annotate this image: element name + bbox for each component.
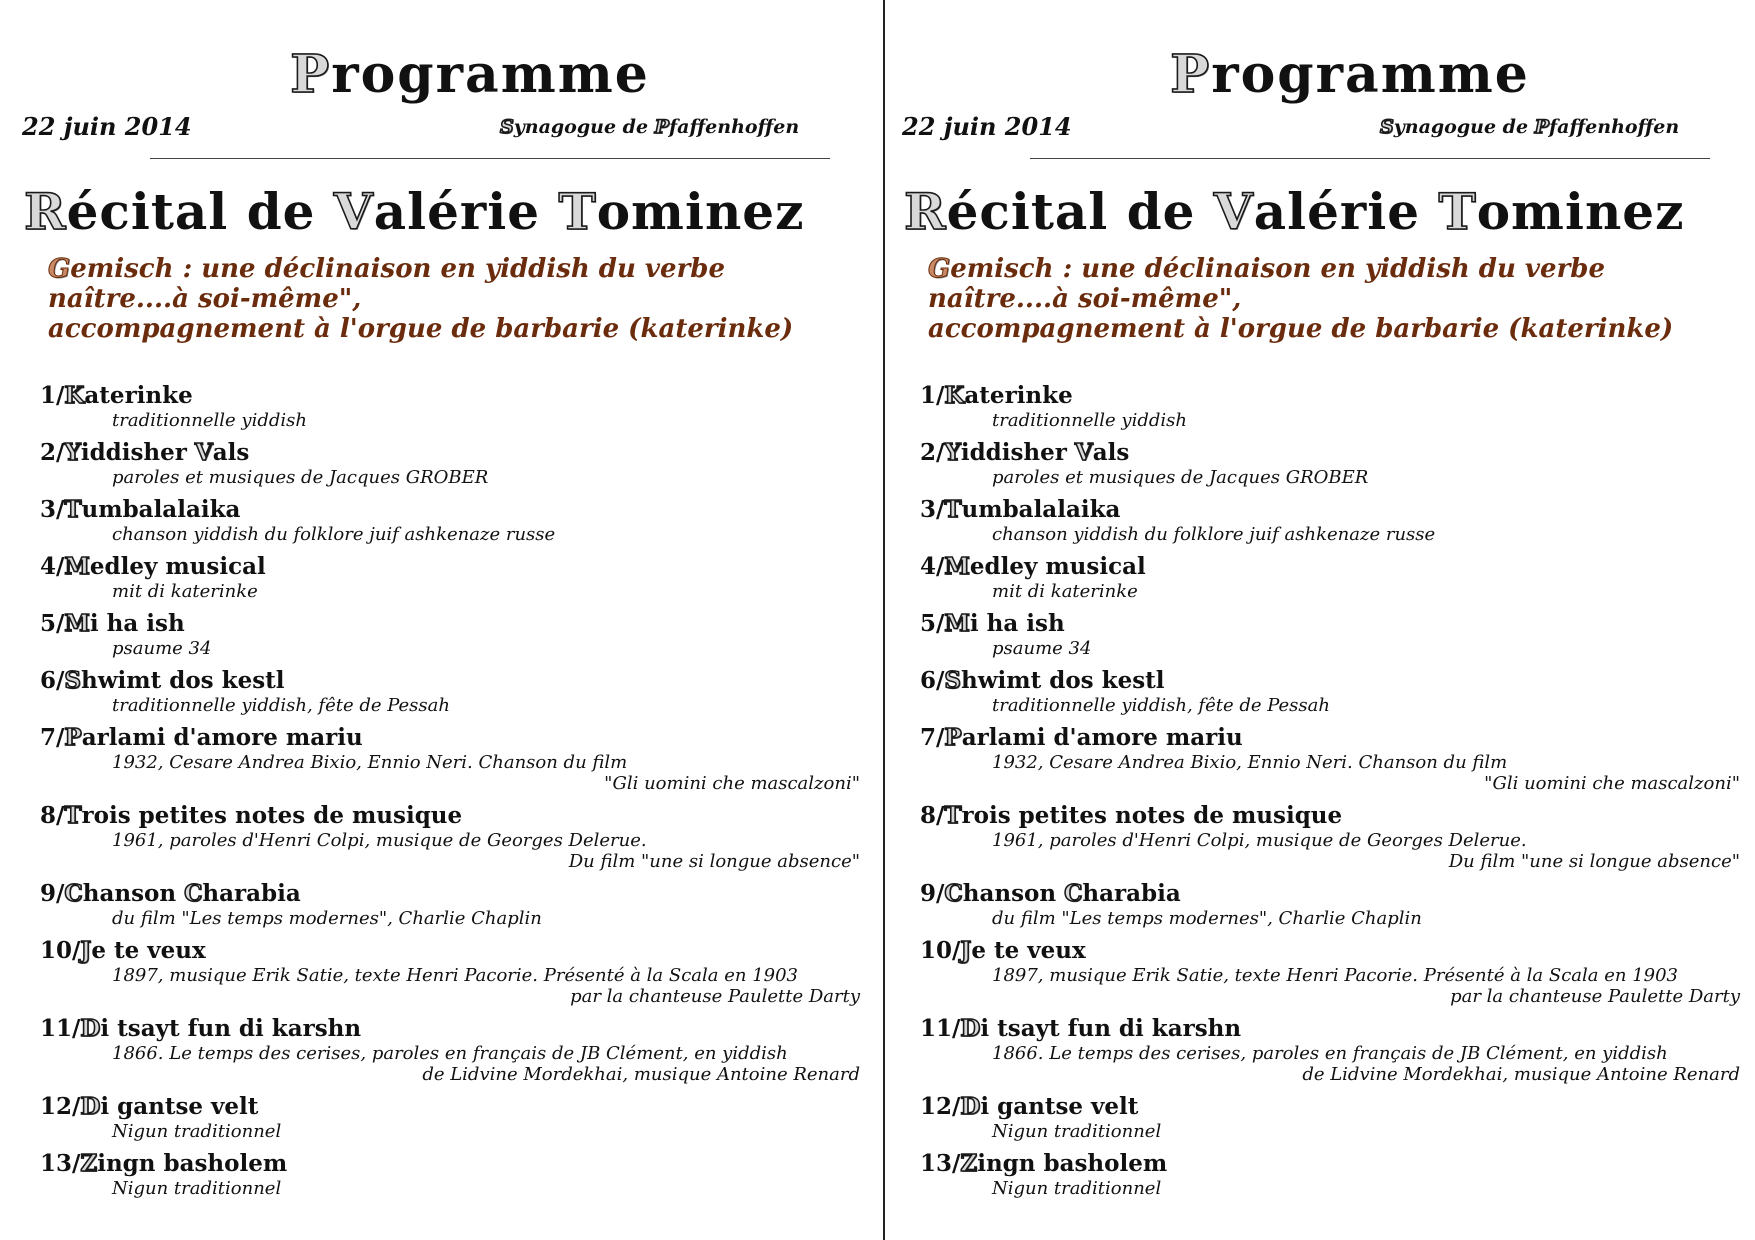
programme-item (40, 1150, 860, 1199)
song-initial: M (64, 610, 90, 637)
song-title (920, 439, 1740, 467)
item-number: 11/ (920, 1015, 961, 1042)
song-initial: J (80, 937, 92, 964)
song-detail: de Lidvine Mordekhai, musique Antoine Renard (1302, 1064, 1740, 1085)
item-number: 7/ (40, 724, 65, 751)
song-title (920, 880, 1740, 908)
song-detail: psaume 34 (112, 638, 212, 659)
song-initial: K (64, 382, 85, 409)
item-number: 10/ (40, 937, 81, 964)
song-title-text: ingn basholem (97, 1150, 288, 1177)
song-detail: du film "Les temps modernes", Charlie Chaplin (992, 908, 1422, 929)
song-initial: T (944, 802, 962, 829)
song-title-text: als (1092, 439, 1130, 466)
programme-list (920, 382, 1740, 1207)
song-initial: V (1074, 439, 1093, 466)
programme-item (920, 667, 1740, 716)
item-number: 13/ (40, 1150, 81, 1177)
venue: Synagogue de Pfaffenhoffen (500, 116, 800, 138)
song-title-text: als (212, 439, 250, 466)
recital-title: Récital de Valérie Tominez (24, 182, 805, 241)
song-title (40, 1150, 860, 1178)
song-title-text: iddisher (80, 439, 187, 466)
song-initial: T (64, 802, 82, 829)
programme-item (40, 553, 860, 602)
song-title (40, 610, 860, 638)
programme-item (920, 1015, 1740, 1085)
song-initial: P (944, 724, 962, 751)
programme-item (40, 937, 860, 1007)
song-title (40, 667, 860, 695)
song-title (40, 1093, 860, 1121)
song-detail: chanson yiddish du folklore juif ashkenaze russe (992, 524, 1436, 545)
item-number: 12/ (920, 1093, 961, 1120)
song-initial: C (184, 880, 203, 907)
item-number: 13/ (920, 1150, 961, 1177)
song-title-text: edley musical (89, 553, 266, 580)
song-title-text: i ha ish (969, 610, 1065, 637)
song-title-text: i gantse velt (100, 1093, 259, 1120)
programme-item (40, 1015, 860, 1085)
recital-subtitle (928, 254, 1673, 344)
song-detail: psaume 34 (992, 638, 1092, 659)
song-title (920, 1015, 1740, 1043)
song-detail: du film "Les temps modernes", Charlie Chaplin (112, 908, 542, 929)
programme-item (40, 724, 860, 794)
item-number: 8/ (920, 802, 945, 829)
item-number: 6/ (40, 667, 65, 694)
programme-item (920, 496, 1740, 545)
song-initial: D (80, 1015, 101, 1042)
song-title-text: hwimt dos kestl (961, 667, 1165, 694)
song-title-text: hwimt dos kestl (81, 667, 285, 694)
song-detail: Du film "une si longue absence" (568, 851, 860, 872)
song-title (920, 667, 1740, 695)
programme-item (920, 724, 1740, 794)
song-title (920, 496, 1740, 524)
song-detail: mit di katerinke (112, 581, 258, 602)
song-detail: de Lidvine Mordekhai, musique Antoine Renard (422, 1064, 860, 1085)
song-detail: "Gli uomini che mascalzoni" (604, 773, 860, 794)
song-initial: J (960, 937, 972, 964)
header-divider (150, 158, 830, 159)
recital-title: Récital de Valérie Tominez (904, 182, 1685, 241)
song-title-text: edley musical (969, 553, 1146, 580)
song-title-text: e te veux (971, 937, 1086, 964)
song-title (40, 1015, 860, 1043)
title-rest: rogramme (1211, 44, 1530, 105)
song-initial: C (1064, 880, 1083, 907)
item-number: 5/ (40, 610, 65, 637)
song-title (40, 880, 860, 908)
song-detail: paroles et musiques de Jacques GROBER (112, 467, 489, 488)
song-detail: Nigun traditionnel (992, 1178, 1162, 1199)
song-title-text: i tsayt fun di karshn (100, 1015, 362, 1042)
song-initial: M (944, 553, 970, 580)
item-number: 12/ (40, 1093, 81, 1120)
song-initial: Y (944, 439, 961, 466)
song-detail: traditionnelle yiddish, fête de Pessah (992, 695, 1330, 716)
item-number: 8/ (40, 802, 65, 829)
song-title (40, 439, 860, 467)
programme-item (920, 880, 1740, 929)
song-detail: 1961, paroles d'Henri Colpi, musique de Georges Delerue. (992, 830, 1527, 851)
title-initial: P (290, 44, 332, 105)
song-title-text: i tsayt fun di karshn (980, 1015, 1242, 1042)
item-number: 9/ (40, 880, 65, 907)
programme-item (920, 382, 1740, 431)
programme-item (40, 802, 860, 872)
song-title (920, 382, 1740, 410)
song-title-text: ingn basholem (977, 1150, 1168, 1177)
recital-subtitle (48, 254, 793, 344)
programme-item (40, 1093, 860, 1142)
song-title-text: harabia (202, 880, 301, 907)
song-initial: Z (80, 1150, 98, 1177)
concert-date: 22 juin 2014 (902, 112, 1072, 141)
item-number: 6/ (920, 667, 945, 694)
programme-item (920, 1150, 1740, 1199)
song-initial: D (960, 1093, 981, 1120)
song-title (920, 1093, 1740, 1121)
song-initial: P (64, 724, 82, 751)
song-detail: traditionnelle yiddish (112, 410, 307, 431)
song-detail: 1932, Cesare Andrea Bixio, Ennio Neri. Chanson du film (992, 752, 1508, 773)
song-detail: mit di katerinke (992, 581, 1138, 602)
item-number: 4/ (40, 553, 65, 580)
item-number: 1/ (920, 382, 945, 409)
song-title-text: umbalalaika (81, 496, 241, 523)
programme-item (40, 382, 860, 431)
song-detail: traditionnelle yiddish, fête de Pessah (112, 695, 450, 716)
item-number: 2/ (920, 439, 945, 466)
programme-item (40, 610, 860, 659)
title-initial: P (1170, 44, 1212, 105)
venue: Synagogue de Pfaffenhoffen (1380, 116, 1680, 138)
song-title (920, 937, 1740, 965)
song-detail: 1866. Le temps des cerises, paroles en français de JB Clément, en yiddish (112, 1043, 788, 1064)
song-initial: S (64, 667, 82, 694)
programme-item (40, 439, 860, 488)
song-title (920, 553, 1740, 581)
song-title (920, 1150, 1740, 1178)
song-initial: Y (64, 439, 81, 466)
song-title (920, 802, 1740, 830)
song-title-text: iddisher (960, 439, 1067, 466)
song-detail: par la chanteuse Paulette Darty (1450, 986, 1740, 1007)
song-initial: M (944, 610, 970, 637)
item-number: 11/ (40, 1015, 81, 1042)
programme-item (920, 937, 1740, 1007)
song-detail: Nigun traditionnel (112, 1178, 282, 1199)
song-title (40, 382, 860, 410)
subtitle-line-2: naître....à soi-même", (928, 284, 1242, 314)
concert-date: 22 juin 2014 (22, 112, 192, 141)
subtitle-line-1: Gemisch : une déclinaison en yiddish du verbe (48, 254, 726, 284)
item-number: 4/ (920, 553, 945, 580)
programme-item (920, 610, 1740, 659)
item-number: 7/ (920, 724, 945, 751)
programme-item (40, 667, 860, 716)
item-number: 9/ (920, 880, 945, 907)
programme-item (920, 802, 1740, 872)
song-initial: C (944, 880, 963, 907)
header-divider (1030, 158, 1710, 159)
subtitle-line-1: Gemisch : une déclinaison en yiddish du verbe (928, 254, 1606, 284)
item-number: 10/ (920, 937, 961, 964)
song-detail: 1961, paroles d'Henri Colpi, musique de Georges Delerue. (112, 830, 647, 851)
song-title-text: hanson (962, 880, 1057, 907)
song-title-text: rois petites notes de musique (81, 802, 463, 829)
song-initial: T (944, 496, 962, 523)
song-initial: C (64, 880, 83, 907)
song-detail: "Gli uomini che mascalzoni" (1484, 773, 1740, 794)
song-detail: 1866. Le temps des cerises, paroles en français de JB Clément, en yiddish (992, 1043, 1668, 1064)
programme-item (920, 1093, 1740, 1142)
song-title-text: i gantse velt (980, 1093, 1139, 1120)
song-title-text: harabia (1082, 880, 1181, 907)
song-title (40, 802, 860, 830)
song-title-text: aterinke (84, 382, 193, 409)
subtitle-line-3: accompagnement à l'orgue de barbarie (katerinke) (48, 314, 794, 344)
item-number: 3/ (920, 496, 945, 523)
song-initial: S (944, 667, 962, 694)
song-title-text: e te veux (91, 937, 206, 964)
programme-panel-right (880, 0, 1755, 1240)
song-title-text: arlami d'amore mariu (81, 724, 363, 751)
programme-item (920, 439, 1740, 488)
programme-title (270, 44, 670, 105)
song-detail: 1932, Cesare Andrea Bixio, Ennio Neri. Chanson du film (112, 752, 628, 773)
song-detail: Nigun traditionnel (992, 1121, 1162, 1142)
programme-item (40, 880, 860, 929)
song-title-text: aterinke (964, 382, 1073, 409)
item-number: 5/ (920, 610, 945, 637)
song-detail: par la chanteuse Paulette Darty (570, 986, 860, 1007)
song-title-text: arlami d'amore mariu (961, 724, 1243, 751)
song-title (40, 553, 860, 581)
song-initial: V (194, 439, 213, 466)
subtitle-line-2: naître....à soi-même", (48, 284, 362, 314)
song-detail: 1897, musique Erik Satie, texte Henri Pacorie. Présenté à la Scala en 1903 (112, 965, 799, 986)
song-title-text: hanson (82, 880, 177, 907)
programme-title (1150, 44, 1550, 105)
subtitle-line-3: accompagnement à l'orgue de barbarie (katerinke) (928, 314, 1674, 344)
song-detail: traditionnelle yiddish (992, 410, 1187, 431)
song-initial: T (64, 496, 82, 523)
song-title-text: i ha ish (89, 610, 185, 637)
item-number: 2/ (40, 439, 65, 466)
song-detail: paroles et musiques de Jacques GROBER (992, 467, 1369, 488)
song-initial: M (64, 553, 90, 580)
title-rest: rogramme (331, 44, 650, 105)
song-title (40, 724, 860, 752)
song-title-text: rois petites notes de musique (961, 802, 1343, 829)
programme-item (920, 553, 1740, 602)
song-initial: D (960, 1015, 981, 1042)
song-title (920, 724, 1740, 752)
item-number: 1/ (40, 382, 65, 409)
song-title (40, 496, 860, 524)
song-title (920, 610, 1740, 638)
programme-item (40, 496, 860, 545)
song-title-text: umbalalaika (961, 496, 1121, 523)
song-detail: 1897, musique Erik Satie, texte Henri Pacorie. Présenté à la Scala en 1903 (992, 965, 1679, 986)
song-initial: D (80, 1093, 101, 1120)
song-initial: Z (960, 1150, 978, 1177)
song-title (40, 937, 860, 965)
song-initial: K (944, 382, 965, 409)
song-detail: chanson yiddish du folklore juif ashkenaze russe (112, 524, 556, 545)
item-number: 3/ (40, 496, 65, 523)
song-detail: Nigun traditionnel (112, 1121, 282, 1142)
song-detail: Du film "une si longue absence" (1448, 851, 1740, 872)
programme-list (40, 382, 860, 1207)
